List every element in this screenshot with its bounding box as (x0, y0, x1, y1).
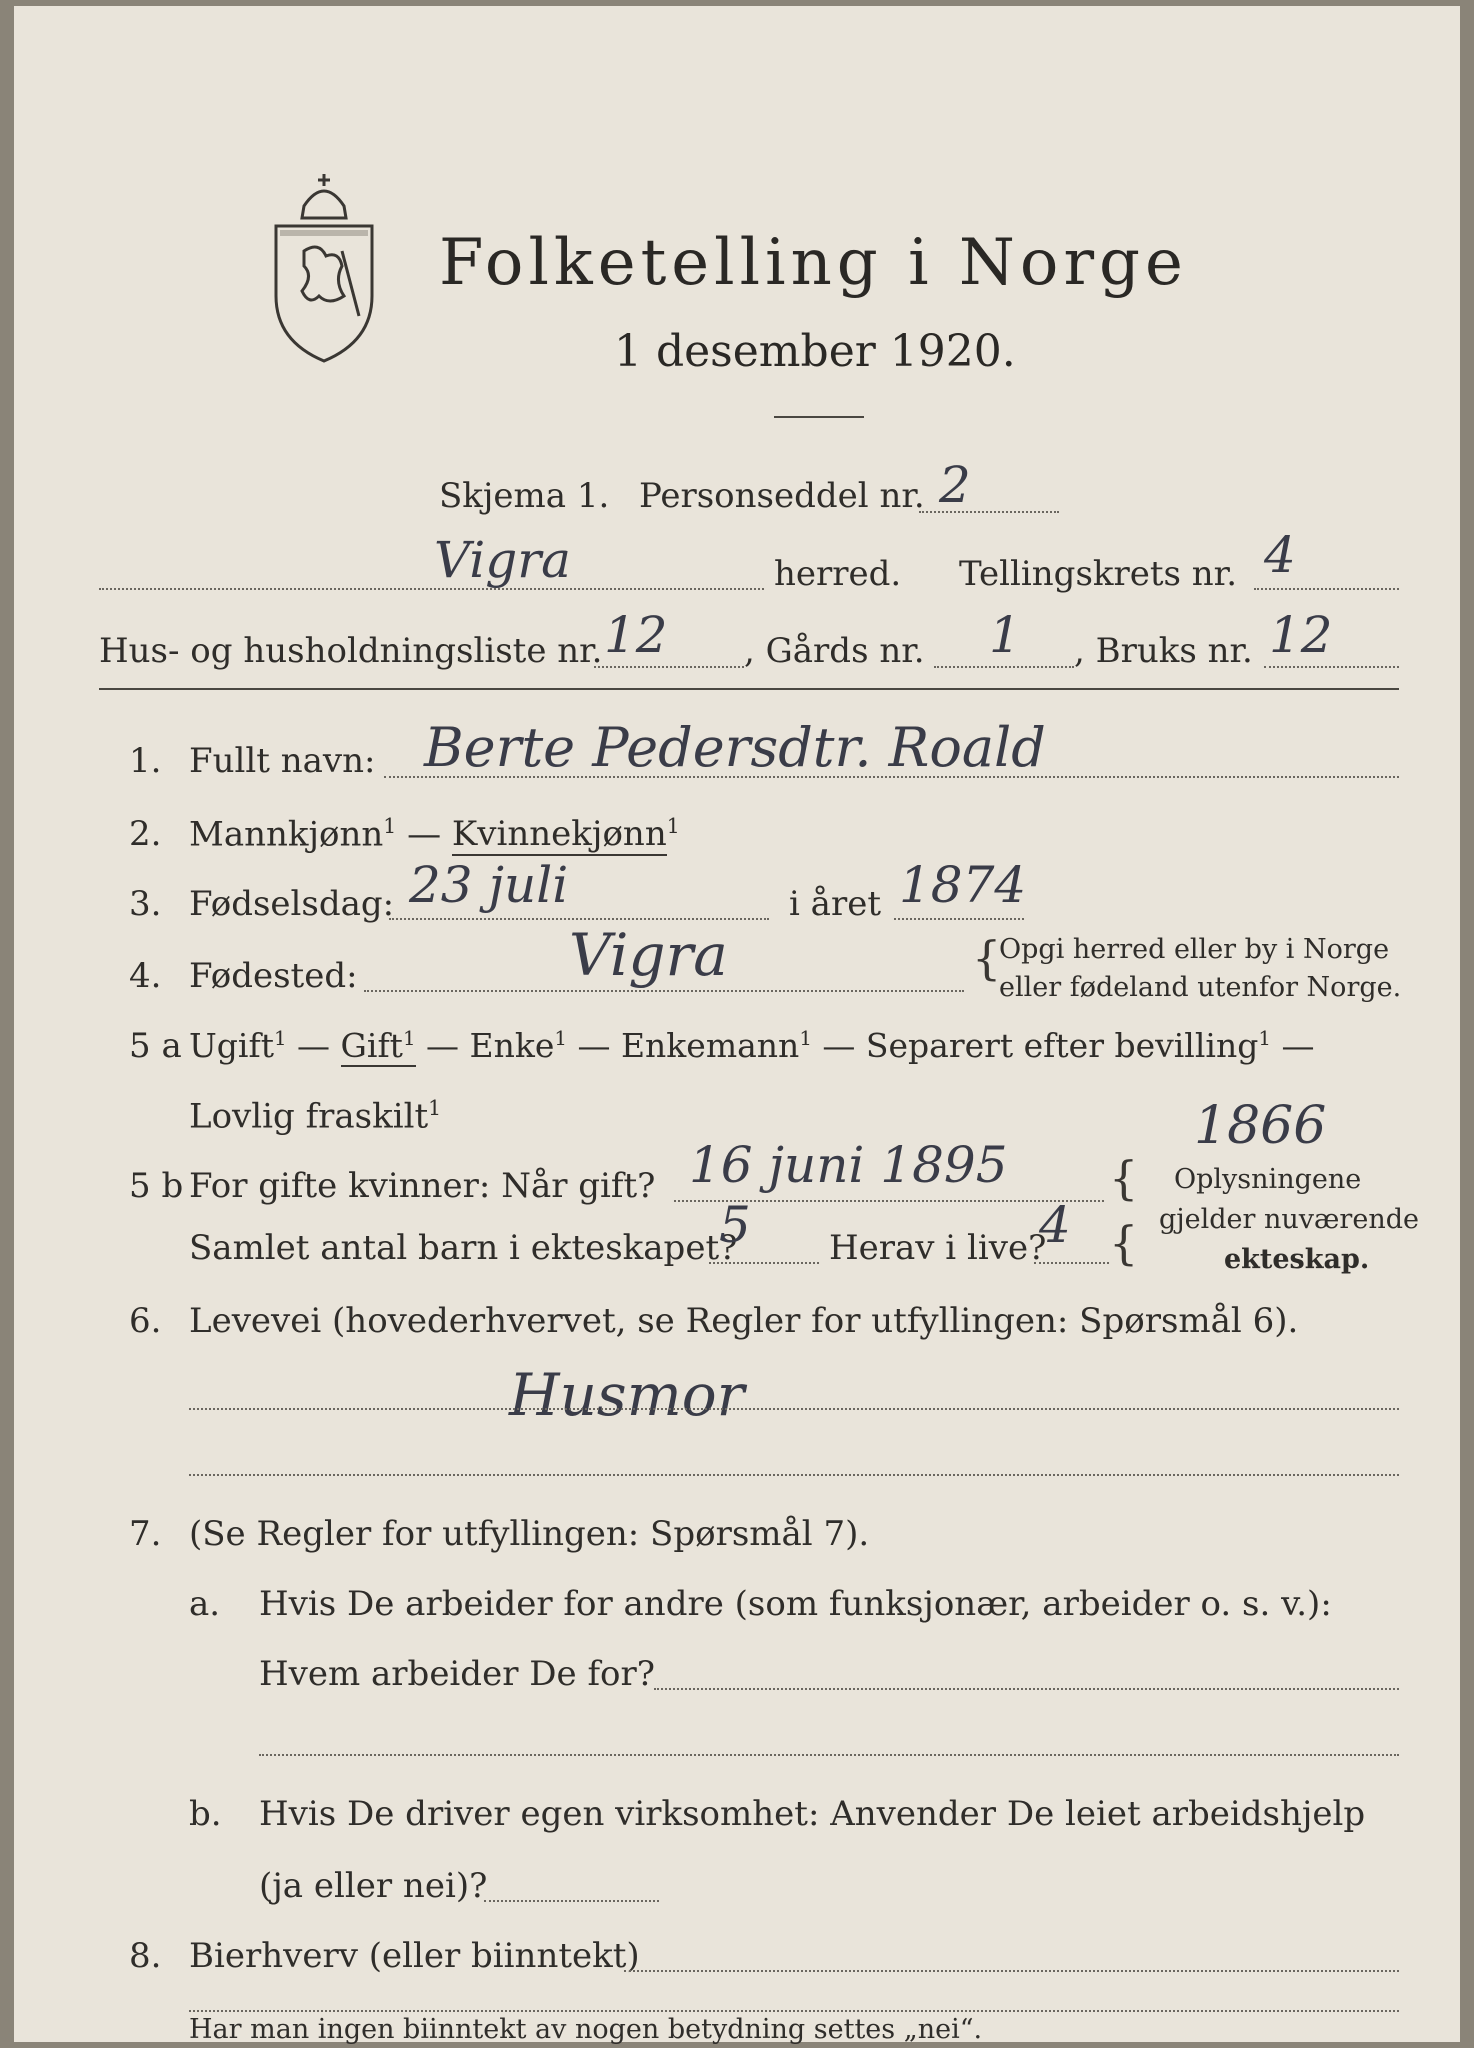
q6-label: Levevei (hovederhvervet, se Regler for utfyllingen: Spørsmål 6). (189, 1301, 1299, 1341)
q3-year-dots (894, 918, 1024, 920)
coat-of-arms-icon (264, 156, 384, 371)
q5b-alive-value[interactable]: 4 (1039, 1196, 1071, 1254)
q5b-brace: { (1109, 1151, 1139, 1205)
q5b-note-line2: gjelder nuværende (1159, 1204, 1419, 1235)
q3-birthday-value[interactable]: 23 juli (409, 856, 569, 914)
q7a-text: Hvis De arbeider for andre (som funksjonær, arbeider o. s. v.): (259, 1584, 1332, 1624)
q4-number: 4. (129, 956, 162, 996)
q4-dots (364, 990, 964, 992)
q7a-dots-2[interactable] (259, 1754, 1399, 1756)
q1-label: Fullt navn: (189, 741, 376, 781)
q5b-alive-label: Herav i live? (829, 1228, 1047, 1268)
q8-dots-2[interactable] (189, 2010, 1399, 2012)
q5b-children-dots (709, 1262, 819, 1264)
q3-dots (389, 918, 769, 920)
q1-fullname-value[interactable]: Berte Pedersdtr. Roald (424, 716, 1046, 779)
q5a-marital-options: Ugift$^1$ — Gift$^1$ — Enke$^1$ — Enkemann$^1$ — Separert efter bevilling$^1$ — (189, 1026, 1315, 1065)
q4-birthplace-value[interactable]: Vigra (569, 921, 728, 989)
herred-value[interactable]: Vigra (434, 531, 571, 589)
q7b-dots[interactable] (484, 1900, 659, 1902)
q2-male-option[interactable]: Mannkjønn (189, 814, 384, 855)
q7a-dots-1[interactable] (654, 1688, 1399, 1690)
q1-number: 1. (129, 741, 162, 781)
personseddel-label: Personseddel nr. (639, 476, 925, 516)
q5b-married-value[interactable]: 16 juni 1895 (689, 1136, 1008, 1194)
q2-gender-options: Mannkjønn$^1$ — Kvinnekjønn$^1$ (189, 814, 680, 855)
q8-label: Bierhverv (eller biinntekt) (189, 1936, 640, 1976)
q5a-enke-option[interactable]: Enke (469, 1026, 555, 1065)
q3-year-value[interactable]: 1874 (899, 856, 1027, 914)
q5a-ugift-option[interactable]: Ugift (189, 1026, 274, 1065)
q5b-label: For gifte kvinner: Når gift? (189, 1166, 656, 1206)
q5a-fraskilt-option[interactable]: Lovlig fraskilt$^1$ (189, 1096, 442, 1137)
herred-dots (99, 588, 764, 590)
gards-value[interactable]: 1 (989, 606, 1021, 664)
q7a-question: Hvem arbeider De for? (259, 1654, 655, 1694)
q5a-gift-option[interactable]: Gift$^1$ (340, 1026, 416, 1065)
form-title: Folketelling i Norge (439, 226, 1188, 300)
q5a-enkemann-option[interactable]: Enkemann (620, 1026, 800, 1065)
q7b-question: (ja eller nei)? (259, 1866, 488, 1906)
herred-label: herred. (774, 554, 902, 594)
q2-number: 2. (129, 814, 162, 854)
q5b-children-value[interactable]: 5 (719, 1196, 751, 1254)
q7-label: (Se Regler for utfyllingen: Spørsmål 7). (189, 1514, 870, 1554)
q5b-note-line3: ekteskap. (1224, 1244, 1370, 1275)
census-form-page (14, 6, 1460, 2045)
q5b-brace-lower: { (1109, 1216, 1139, 1270)
q5b-note-line1: Oplysningene (1174, 1164, 1362, 1195)
bruks-label: , Bruks nr. (1074, 631, 1253, 671)
q3-label: Fødselsdag: (189, 884, 395, 924)
tellingskrets-value[interactable]: 4 (1264, 526, 1296, 584)
q2-female-option[interactable]: Kvinnekjønn (451, 814, 667, 855)
q5a-number: 5 a (129, 1026, 182, 1066)
title-divider (774, 416, 864, 418)
q4-note-line1: Opgi herred eller by i Norge (999, 934, 1390, 965)
q6-occupation-value[interactable]: Husmor (509, 1361, 745, 1429)
q8-number: 8. (129, 1936, 162, 1976)
q5b-extra-hand-value: 1866 (1194, 1096, 1327, 1156)
q5a-separert-option[interactable]: Separert efter bevilling (865, 1026, 1259, 1065)
q8-footnote: Har man ingen biinntekt av nogen betydning settes „nei“. (189, 2014, 983, 2045)
q4-brace: { (972, 931, 1002, 985)
q4-label: Fødested: (189, 956, 358, 996)
tellingskrets-label: Tellingskrets nr. (959, 554, 1238, 594)
hus-label: Hus- og husholdningsliste nr. (99, 631, 603, 671)
skjema-label: Skjema 1. (439, 476, 610, 516)
q3-number: 3. (129, 884, 162, 924)
gards-label: , Gårds nr. (744, 631, 925, 671)
q7b-text: Hvis De driver egen virksomhet: Anvender De leiet arbeidshjelp (259, 1794, 1366, 1834)
tellingskrets-dots (1254, 588, 1399, 590)
q7-number: 7. (129, 1514, 162, 1554)
q5b-alive-dots (1034, 1262, 1109, 1264)
form-date: 1 desember 1920. (614, 326, 1016, 377)
q6-dots-1 (189, 1408, 1399, 1410)
q6-dots-2 (189, 1474, 1399, 1476)
q7b-number: b. (189, 1794, 222, 1834)
q4-note-line2: eller fødeland utenfor Norge. (999, 972, 1402, 1003)
q5b-children-label: Samlet antal barn i ekteskapet? (189, 1228, 738, 1268)
q3-year-label: i året (789, 884, 881, 924)
hus-dots (594, 666, 744, 668)
gards-dots (934, 666, 1074, 668)
header-divider (99, 688, 1399, 690)
q8-dots-1[interactable] (624, 1970, 1399, 1972)
hus-value[interactable]: 12 (604, 606, 668, 664)
q7a-number: a. (189, 1584, 221, 1624)
q6-number: 6. (129, 1301, 162, 1341)
bruks-dots (1264, 666, 1399, 668)
personseddel-value[interactable]: 2 (939, 456, 971, 514)
q5b-number: 5 b (129, 1166, 184, 1206)
bruks-value[interactable]: 12 (1269, 606, 1333, 664)
